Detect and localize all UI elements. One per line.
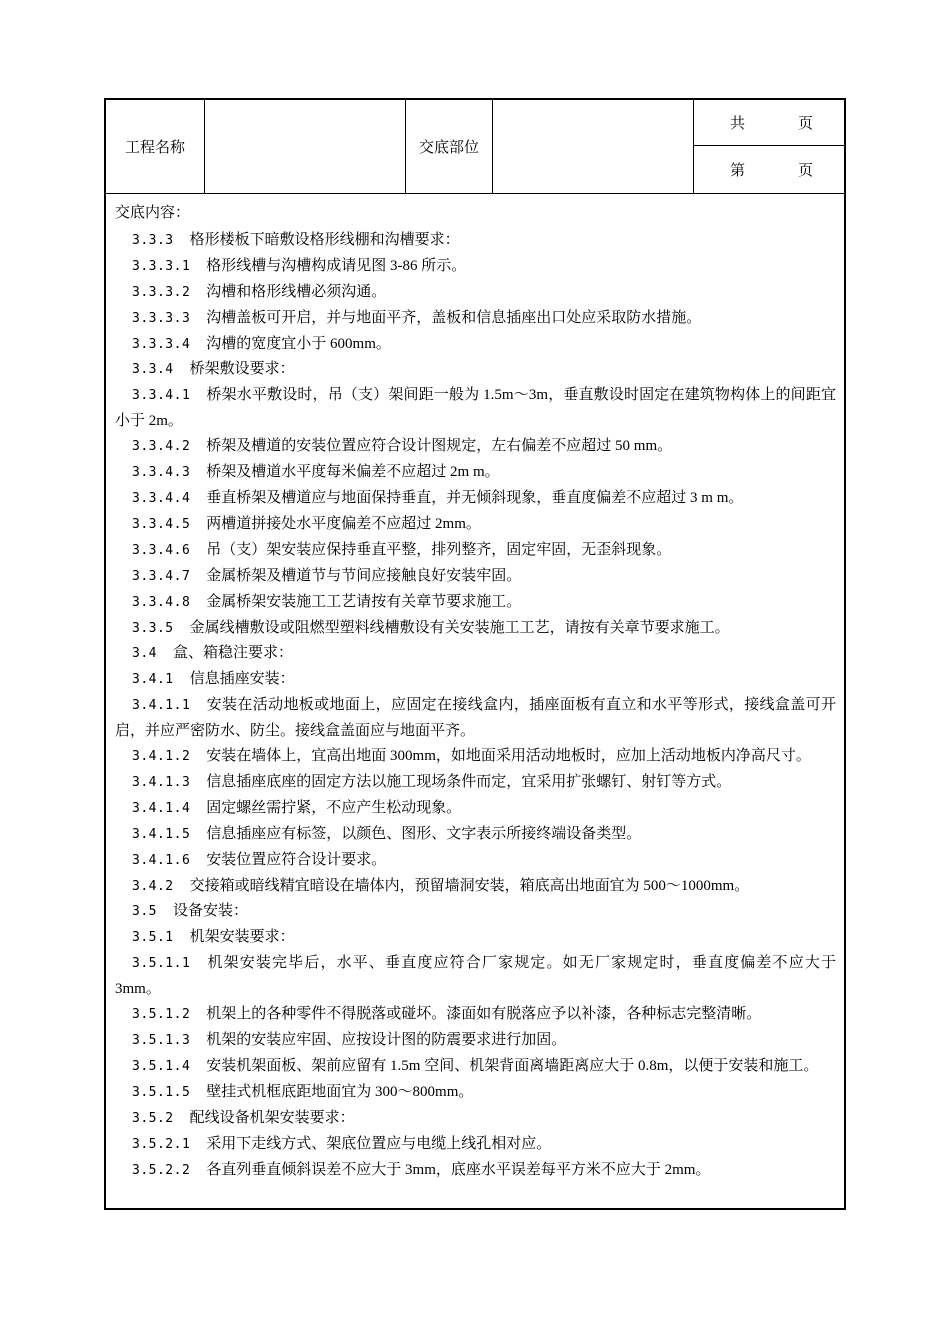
item-text: 壁挂式机框底距地面宜为 300～800mm。 [206, 1083, 474, 1100]
total-pages [694, 100, 844, 146]
item-text: 金属桥架及槽道节与节间应接触良好安装牢固。 [206, 567, 522, 584]
item-text: 安装位置应符合设计要求。 [206, 851, 387, 868]
item-text: 各直列垂直倾斜误差不应大于 3mm，底座水平误差每平方米不应大于 2mm。 [206, 1161, 711, 1178]
content-item [115, 332, 836, 358]
item-number: 3.3.4.2 [132, 439, 191, 455]
item-text: 盒、箱稳注要求： [172, 645, 293, 662]
content-item [115, 383, 836, 434]
content-item [115, 1028, 836, 1054]
content-item [115, 693, 836, 744]
item-text: 沟槽和格形线槽必须沟通。 [206, 283, 387, 300]
item-text: 沟槽的宽度宜小于 600mm。 [206, 335, 391, 352]
item-number: 3.3.3.4 [132, 336, 191, 352]
content-item [115, 280, 836, 306]
item-number: 3.5.2.2 [132, 1162, 191, 1178]
content-item [115, 228, 836, 254]
item-number: 3.3.5 [132, 620, 174, 636]
content-item [115, 1158, 836, 1184]
disclosure-form [104, 98, 846, 1210]
content-item [115, 564, 836, 590]
content-item [115, 641, 836, 667]
item-text: 信息插座底座的固定方法以施工现场条件而定，宜采用扩张螺钉、射钉等方式。 [206, 773, 732, 790]
item-number: 3.3.4.3 [132, 465, 191, 481]
item-number: 3.4.1.3 [132, 774, 191, 790]
total-pages-label: 共 [730, 116, 746, 132]
disclosure-part-label: 交底部位 [406, 100, 493, 193]
item-text: 桥架敷设要求： [189, 361, 295, 378]
item-number: 3.3.4.1 [132, 388, 191, 404]
item-text: 机架上的各种零件不得脱落或碰坏。漆面如有脱落应予以补漆，各种标志完整清晰。 [206, 1006, 762, 1023]
content-item [115, 848, 836, 874]
content-item [115, 1080, 836, 1106]
item-number: 3.3.4 [132, 362, 174, 378]
page-number-label: 第 [730, 163, 746, 179]
form-header [106, 100, 844, 194]
item-number: 3.5.1.3 [132, 1033, 191, 1048]
content-item [115, 357, 836, 383]
item-number: 3.4.1.4 [132, 800, 191, 816]
item-text: 机架安装要求： [189, 929, 295, 946]
content-item [115, 899, 836, 925]
item-number: 3.5.1.5 [132, 1084, 191, 1100]
content-item [115, 512, 836, 538]
item-text: 交接箱或暗线精宜暗设在墙体内，预留墙洞安装，箱底高出地面宜为 500～1000mm。 [189, 877, 750, 894]
content-item [115, 460, 836, 486]
item-number: 3.3.3.1 [132, 258, 191, 274]
item-text: 桥架及槽道水平度每米偏差不应超过 2m m。 [206, 464, 500, 481]
item-number: 3.4 [132, 646, 157, 662]
disclosure-content [106, 194, 844, 1183]
item-number: 3.5.1.4 [132, 1058, 191, 1074]
item-number: 3.5.2.1 [132, 1136, 191, 1152]
item-number: 3.4.1.1 [132, 698, 191, 714]
item-number: 3.3.3.2 [132, 284, 191, 300]
item-number: 3.5.1 [132, 930, 174, 946]
content-item [115, 822, 836, 848]
item-text: 安装在活动地板或地面上，应固定在接线盒内，插座面板有直立和水平等形式，接线盒盖可开启，并应严密防水、防尘。接线盒盖面应与地面平齐。 [115, 697, 836, 740]
page-number [694, 146, 844, 193]
item-number: 3.4.1.5 [132, 826, 191, 842]
content-item [115, 254, 836, 280]
content-intro: 交底内容： [115, 205, 191, 221]
item-text: 沟槽盖板可开启，并与地面平齐，盖板和信息插座出口处应采取防水措施。 [206, 309, 702, 326]
item-text: 信息插座应有标签，以颜色、图形、文字表示所接终端设备类型。 [206, 825, 642, 842]
item-number: 3.5.2 [132, 1110, 174, 1126]
item-number: 3.3.4.8 [132, 594, 191, 610]
item-text: 金属线槽敷设或阻燃型塑料线槽敷设有关安装施工工艺，请按有关章节要求施工。 [189, 619, 730, 636]
disclosure-part-value [493, 100, 694, 193]
project-name-label: 工程名称 [106, 100, 205, 193]
item-number: 3.5.1.1 [132, 956, 191, 972]
item-text: 桥架水平敷设时，吊（支）架间距一般为 1.5m～3m，垂直敷设时固定在建筑物构体上的间距宜小于 2m。 [115, 387, 836, 430]
content-item [115, 486, 836, 512]
project-name-value [205, 100, 406, 193]
item-text: 机架的安装应牢固、应按设计图的防震要求进行加固。 [206, 1032, 567, 1048]
item-text: 格形楼板下暗敷设格形线棚和沟槽要求： [189, 231, 460, 248]
content-item [115, 1002, 836, 1028]
item-text: 金属桥架安装施工工艺请按有关章节要求施工。 [206, 593, 522, 610]
item-number: 3.4.1 [132, 672, 174, 688]
content-item [115, 667, 836, 693]
item-text: 吊（支）架安装应保持垂直平整，排列整齐，固定牢固，无歪斜现象。 [206, 541, 672, 558]
item-text: 安装在墙体上，宜高出地面 300mm，如地面采用活动地板时，应加上活动地板内净高尺寸。 [206, 748, 811, 765]
content-item [115, 1132, 836, 1158]
item-text: 桥架及槽道的安装位置应符合设计图规定，左右偏差不应超过 50 mm。 [206, 438, 673, 455]
content-item [115, 434, 836, 460]
content-item [115, 874, 836, 900]
item-number: 3.4.2 [132, 878, 174, 894]
item-number: 3.5 [132, 904, 157, 920]
content-item [115, 538, 836, 564]
content-items [115, 228, 836, 1184]
item-text: 配线设备机架安装要求： [189, 1109, 355, 1126]
item-text: 固定螺丝需拧紧，不应产生松动现象。 [206, 799, 462, 816]
item-text: 安装机架面板、架前应留有 1.5m 空间、机架背面离墙距离应大于 0.8m，以便于安装和施工。 [206, 1057, 819, 1074]
content-item [115, 796, 836, 822]
item-text: 两槽道拼接处水平度偏差不应超过 2mm。 [206, 515, 481, 532]
item-text: 采用下走线方式、架底位置应与电缆上线孔相对应。 [206, 1135, 552, 1152]
content-item [115, 925, 836, 951]
item-text: 垂直桥架及槽道应与地面保持垂直，并无倾斜现象，垂直度偏差不应超过 3 m m。 [206, 489, 744, 506]
item-number: 3.3.3.3 [132, 310, 191, 326]
item-number: 3.3.3 [132, 232, 174, 248]
content-item [115, 744, 836, 770]
content-item [115, 306, 836, 332]
page-number-unit: 页 [798, 163, 814, 179]
item-text: 机架安装完毕后，水平、垂直度应符合厂家规定。如无厂家规定时，垂直度偏差不应大于 3mm。 [115, 955, 836, 998]
item-number: 3.4.1.6 [132, 852, 191, 868]
item-number: 3.3.4.4 [132, 490, 191, 506]
item-text: 格形线槽与沟槽构成请见图 3-86 所示。 [206, 257, 467, 274]
item-number: 3.3.4.5 [132, 516, 191, 532]
item-text: 设备安装： [172, 903, 248, 920]
item-number: 3.3.4.7 [132, 568, 191, 584]
item-number: 3.3.4.6 [132, 542, 191, 558]
item-text: 信息插座安装： [189, 671, 295, 688]
content-item [115, 616, 836, 642]
item-number: 3.5.1.2 [132, 1007, 191, 1023]
page-info [694, 100, 844, 193]
content-item [115, 590, 836, 616]
content-item [115, 1054, 836, 1080]
total-pages-unit: 页 [798, 116, 814, 132]
item-number: 3.4.1.2 [132, 749, 191, 765]
content-item [115, 951, 836, 1002]
content-item [115, 1106, 836, 1132]
content-item [115, 770, 836, 796]
